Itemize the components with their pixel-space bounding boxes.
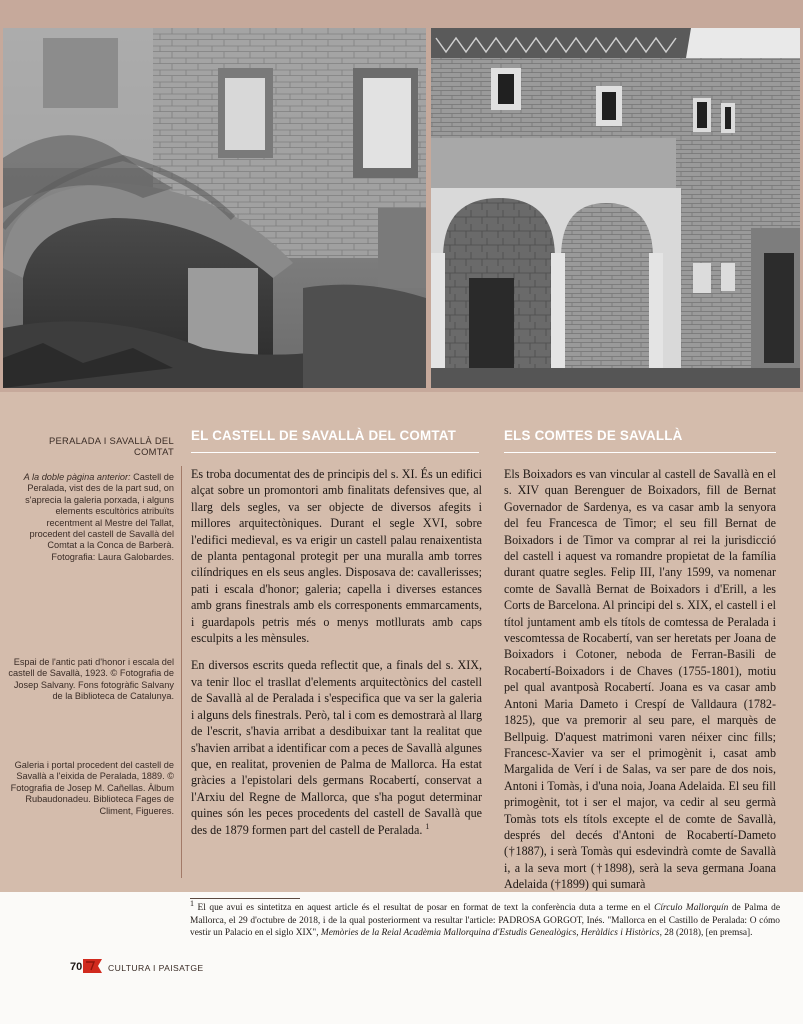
ruins-illustration — [3, 28, 426, 388]
photo-arched-gallery — [431, 28, 800, 388]
footnote-text-a: El que avui es sintetitza en aquest article és el resultat de posar en format de text la conferència duta a terme en el — [197, 903, 651, 913]
flag-logo-icon — [82, 958, 104, 974]
caption-body: Castell de Peralada, vist des de la part sud, on s'aprecia la galeria porxada, i alguns elements escultòrics atribuïts recentment al Mestre del Tallat, procedent del castell de Savallà del Comtat a la Conca de Barberà. Fotografia: Laura Galobardes. — [25, 472, 174, 562]
page-number: 70 — [70, 961, 83, 973]
footnote-journal: Memòries de la Reial Acadèmia Mallorquina d'Estudis Genealògics, Heràldics i Històrics — [320, 928, 660, 939]
footnote-text-c: , 28 (2018), [en premsa]. — [659, 928, 753, 939]
section-name: CULTURA I PAISATGE — [108, 963, 204, 973]
column-divider — [181, 466, 182, 878]
heading-castell: EL CASTELL DE SAVALLÀ DEL COMTAT — [191, 428, 457, 443]
sidebar-heading: PERALADA I SAVALLÀ DEL COMTAT — [48, 435, 174, 458]
footnote-text-b: de Palma de Mallorca, el 29 d'octubre de 2018, i de la qual posteriorment va resultar l'article: PADROSA GORGOT, Inés. "Mallorca en el Castillo de Peralada: O cómo vestir un Palacio en el siglo XIX", — [190, 903, 781, 939]
caption-gallery: Galeria i portal procedent del castell de Savallà a l'eixida de Peralada, 1889. © Fotografia de Josep M. Cañellas. Àlbum Rubaudonadeu. Biblioteca Fages de Climent, Figueres. — [10, 760, 174, 816]
paragraph: Els Boixadors es van vincular al castell de Savallà en el s. XIV quan Berenguer de Boixadors, fill de Bernat Governador de Sardenya, es va casar amb la senyora del feu Francesca de Timor; el seu fill Bernat de Boixadors i de Timor va comprar al rei la jurisdicció del castell i aquest va romandre propietat de la família durant quatre segles. Felip III, l'any 1599, va nomenar comte de Savallà Bernat de Boixadors i d'Erill, a les Corts de Barcelona. Al principi del s. XIX, el castell i el títol juntament amb els títols de comtessa de Peralada i vescomtessa de Rocabertí, van ser heretats per Joana de Boixadors i Cotoner, neboda de Ferran-Basili de Rocabertí-Boixadors i de Chaves (1755-1801), motiu pel qual avantposà Rocabertí. Joana es va casar amb Antoni Maria Dameto i Crespí de Valldaura (1782-1825), que va premorir al seu pare, el marquès de Bellpuig. D'aquest matrimoni varen néixer cinc fills; Francesc-Xavier va ser el primogènit i, casat amb Margalida de Verí i de Salas, va ser pare de dos nois, Antoni i Tomàs, i d'una noia, Joana Adelaida. El seu fill primogènit, tot i ser el major, va cedir al seu germà Tomàs tots els títols excepte el de comte de Savallà, després del decés d'Antoni de Rocabertí-Dameto (†1887), i serà Tomàs qui esdevindrà comte de Savallà i, a la seva mort (†1898), serà la seva germana Joana Adelaida (†1899) qui sumarà — [504, 467, 776, 892]
footnote-number: 1 — [190, 898, 194, 908]
photo-castle-ruins — [3, 28, 426, 388]
footnote-ref[interactable]: 1 — [425, 821, 430, 831]
caption-courtyard: Espai de l'antic pati d'honor i escala del castell de Savallà, 1923. © Fotografia de Josep Salvany. Fons fotogràfic Salvany de la Biblioteca de Catalunya. — [8, 657, 174, 702]
footnote-rule — [190, 898, 300, 899]
heading-rule — [191, 452, 479, 453]
caption-lead: A la doble pàgina anterior: — [23, 472, 131, 482]
gallery-illustration — [431, 28, 800, 388]
paragraph: Es troba documentat des de principis del s. XI. És un edifici alçat sobre un promontori amb finalitats defensives que, al llarg dels segles, va ser objecte de diversos afegits i millores arquitectòniques. Durant el segle XVI, sobre l'edifici medieval, es va erigir un castell palau renaixentista de planta pentagonal protegit per una muralla amb torres cilíndriques en els seus angles. Disposava de: cavallerisses; pati i escala d'honor; galeria; capella i diverses estances amb grans finestrals amb els corresponents emmarcaments, i guardapols petris més o menys motllurats amb caps esculpits a les mènsules. — [191, 467, 482, 646]
heading-rule — [504, 452, 776, 453]
column-comtes — [504, 466, 776, 893]
footnote-venue: Círculo Mallorquín — [654, 903, 729, 913]
heading-comtes: ELS COMTES DE SAVALLÀ — [504, 428, 683, 443]
paragraph — [191, 657, 482, 837]
caption-previous-spread — [8, 472, 174, 563]
footnote — [190, 898, 781, 940]
column-castell — [191, 466, 482, 838]
paragraph-text: En diversos escrits queda reflectit que, a finals del s. XIX, va tenir lloc el trasllat d'elements arquitectònics del castell de Savallà al de Peralada i s'especifica que va ser la galeria i alguns dels finestrals. Però, tal i com es demostrarà al llarg de l'escrit, s'havia arribat a desdibuixar tant la realitat que s'havien arribat a identificar com a peces de Savallà algunes que, en realitat, provenien de Palma de Mallorca. Ha estat gràcies a l'epistolari dels germans Rocabertí, conservat a l'Arxiu del Regne de Mallorca, que s'ha pogut determinar quines són les peces procedents del castell de Savallà que des de 1879 formen part del castell de Peralada. — [191, 658, 482, 837]
